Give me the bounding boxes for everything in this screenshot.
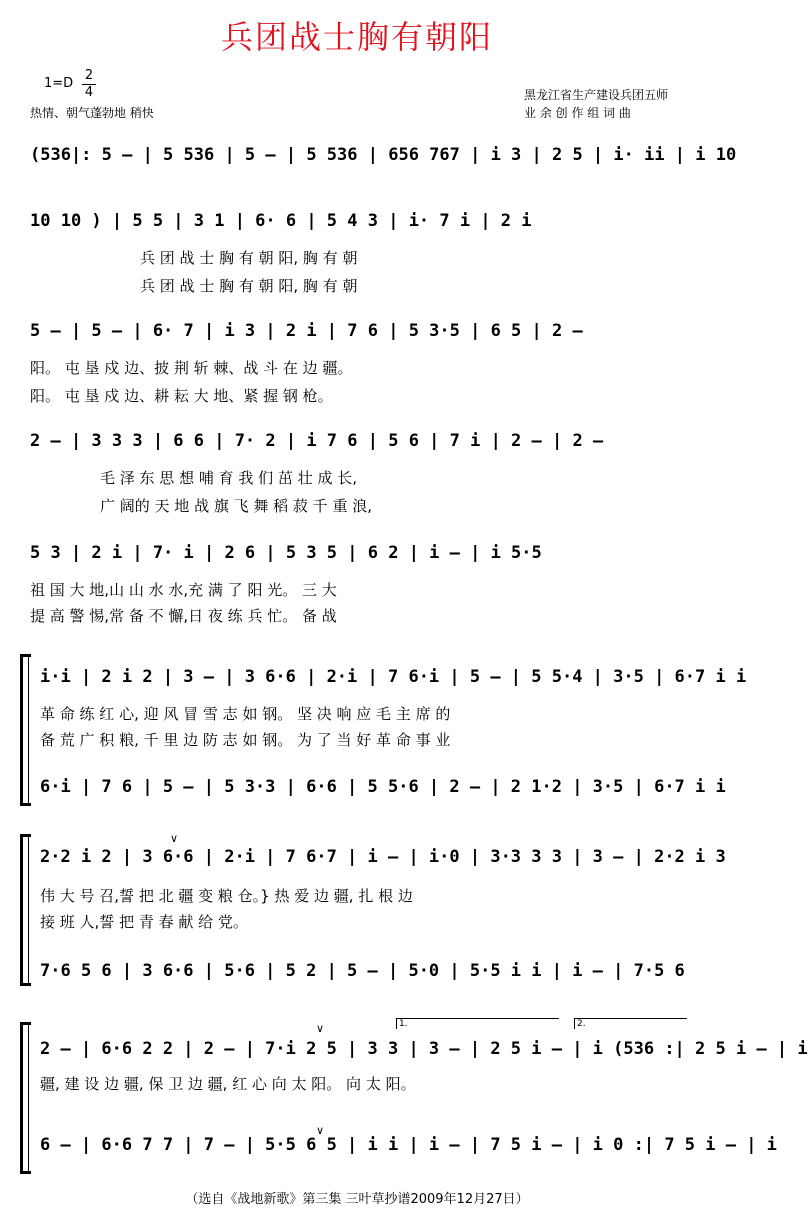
time-signature-bottom: 4 <box>82 84 96 101</box>
notation-row-7-upper: 2·2 i 2 | 3 6·6 | 2·i | 7 6·7 | i – | i·0 | 3·3 3 3 | 3 – | 2·2 i 3 <box>40 847 726 867</box>
tempo-marking: 热情、朝气蓬勃地 稍快 <box>30 106 154 120</box>
system-line-6 <box>28 654 29 806</box>
page-title: 兵团战士胸有朝阳 <box>220 18 493 56</box>
system-line-7 <box>28 834 29 986</box>
notation-row-1: (536|: 5 – | 5 536 | 5 – | 5 536 | 656 767 | i 3 | 2 5 | i· ii | i 10 <box>30 145 737 165</box>
lyric-row-7a: 伟 大 号 召,誓 把 北 疆 变 粮 仓。} 热 爱 边 疆, 扎 根 边 <box>40 887 413 905</box>
notation-row-5: 5 3 | 2 i | 7· i | 2 6 | 5 3 5 | 6 2 | i – | i 5·5 <box>30 543 542 563</box>
source-footer: （选自《战地新歌》第三集 三叶草抄谱2009年12月27日） <box>185 1192 529 1207</box>
lyric-row-3a: 阳。 屯 垦 戍 边、披 荆 斩 棘、战 斗 在 边 疆。 <box>30 359 353 377</box>
breath-mark: ∨ <box>316 1022 325 1035</box>
time-signature <box>82 68 96 101</box>
lyric-row-5b: 提 高 警 惕,常 备 不 懈,日 夜 练 兵 忙。 备 战 <box>30 607 337 625</box>
lyric-row-3b: 阳。 屯 垦 戍 边、耕 耘 大 地、紧 握 钢 枪。 <box>30 387 333 405</box>
volta-first-ending: 1. <box>396 1018 559 1029</box>
lyric-row-2a: 兵 团 战 士 胸 有 朝 阳, 胸 有 朝 <box>140 249 358 267</box>
system-line-8 <box>28 1022 29 1174</box>
lyric-row-6a: 革 命 练 红 心, 迎 风 冒 雪 志 如 钢。 坚 决 响 应 毛 主 席 的 <box>40 705 451 723</box>
notation-row-6-lower: 6·i | 7 6 | 5 – | 5 3·3 | 6·6 | 5 5·6 | 2 – | 2 1·2 | 3·5 | 6·7 i i <box>40 777 726 797</box>
lyric-row-4a: 毛 泽 东 思 想 哺 育 我 们 茁 壮 成 长, <box>100 469 357 487</box>
notation-row-8-lower: 6 – | 6·6 7 7 | 7 – | 5·5 6 5 | i i | i – | 7 5 i – | i 0 :| 7 5 i – | i <box>40 1135 777 1155</box>
lyric-row-2b: 兵 团 战 士 胸 有 朝 阳, 胸 有 朝 <box>140 277 358 295</box>
lyric-row-6b: 备 荒 广 积 粮, 千 里 边 防 志 如 钢。 为 了 当 好 革 命 事 业 <box>40 731 451 749</box>
notation-row-2: 10 10 ) | 5 5 | 3 1 | 6· 6 | 5 4 3 | i· 7 i | 2 i <box>30 211 532 231</box>
breath-mark: ∨ <box>316 1124 325 1137</box>
system-bracket-7 <box>20 834 23 986</box>
system-bracket-8 <box>20 1022 23 1174</box>
key-signature: 1=D <box>44 76 74 91</box>
lyric-row-4b: 广 阔的 天 地 战 旗 飞 舞 稻 菽 千 重 浪, <box>100 497 372 515</box>
notation-row-3: 5 – | 5 – | 6· 7 | i 3 | 2 i | 7 6 | 5 3·5 | 6 5 | 2 – <box>30 321 583 341</box>
credits-line-2: 业 余 创 作 组 词 曲 <box>524 106 631 120</box>
time-signature-top: 2 <box>84 68 94 83</box>
notation-row-7-lower: 7·6 5 6 | 3 6·6 | 5·6 | 5 2 | 5 – | 5·0 | 5·5 i i | i – | 7·5 6 <box>40 961 685 981</box>
lyric-row-5a: 祖 国 大 地,山 山 水 水,充 满 了 阳 光。 三 大 <box>30 581 337 599</box>
credits-line-1: 黑龙江省生产建设兵团五师 <box>524 88 669 102</box>
notation-row-8-upper: 2 – | 6·6 2 2 | 2 – | 7·i 2 5 | 3 3 | 3 – | 2 5 i – | i (536 :| 2 5 i – | i <box>40 1039 808 1059</box>
notation-row-6-upper: i·i | 2 i 2 | 3 – | 3 6·6 | 2·i | 7 6·i | 5 – | 5 5·4 | 3·5 | 6·7 i i <box>40 667 747 687</box>
lyric-row-7b: 接 班 人,誓 把 青 春 献 给 党。 <box>40 913 248 931</box>
notation-row-4: 2 – | 3 3 3 | 6 6 | 7· 2 | i 7 6 | 5 6 | 7 i | 2 – | 2 – <box>30 431 604 451</box>
breath-mark: ∨ <box>170 832 179 845</box>
volta-second-ending: 2. <box>574 1018 687 1029</box>
system-bracket-6 <box>20 654 23 806</box>
lyric-row-8: 疆, 建 设 边 疆, 保 卫 边 疆, 红 心 向 太 阳。 向 太 阳。 <box>40 1075 416 1093</box>
